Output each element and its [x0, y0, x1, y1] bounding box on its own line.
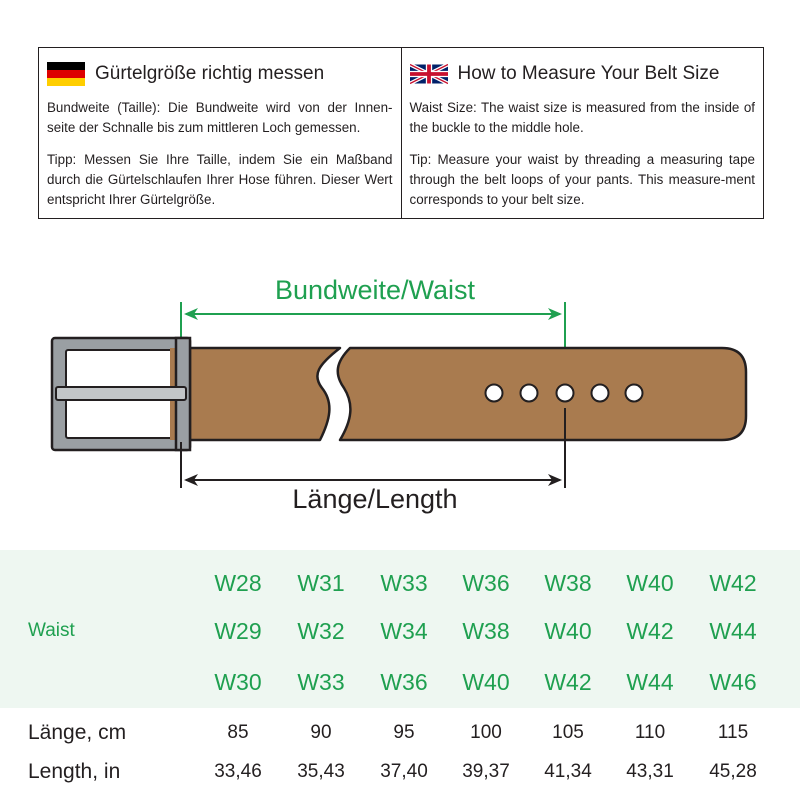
length-measure-label: Länge/Length: [292, 484, 458, 514]
info-paragraph-waist-english: Waist Size: The waist size is measured from the inside of the buckle to the middle hole.: [409, 100, 755, 135]
size-table: [0, 550, 800, 800]
waist-cell: W42: [626, 618, 674, 644]
length-in-row-label: Length, in: [28, 760, 121, 783]
waist-cell: W40: [462, 669, 510, 695]
uk-flag-icon: [410, 62, 448, 86]
info-paragraph-tip-german: Tipp: Messen Sie Ihre Taille, indem Sie ein Maßband durch die Gürtelschlaufen Ihrer Hose führen. Dieser Wert entspricht Ihrer Gürtelgröße.: [47, 152, 393, 207]
length-in-cell: 39,37: [462, 761, 510, 782]
waist-cell: W38: [544, 570, 592, 596]
waist-cell: W29: [214, 618, 262, 644]
waist-measure-label: Bundweite/Waist: [274, 275, 476, 305]
info-title-english: How to Measure Your Belt Size: [457, 63, 720, 84]
info-paragraph-tip-english: Tip: Measure your waist by threading a measuring tape through the belt loops of your pants. This measure-ment corresponds to your belt size.: [409, 152, 755, 207]
waist-cell: W42: [544, 669, 592, 695]
length-cm-cell: 105: [552, 722, 584, 743]
waist-cell: W28: [214, 570, 262, 596]
waist-cell: W38: [462, 618, 510, 644]
length-cm-row-label: Länge, cm: [28, 721, 127, 744]
info-box: [38, 47, 764, 219]
waist-cell: W32: [297, 618, 345, 644]
info-column-german: [39, 48, 401, 218]
length-cm-cell: 90: [310, 722, 332, 743]
waist-cell: W40: [626, 570, 674, 596]
waist-row-label: Waist: [28, 620, 75, 641]
belt-strap-right: [338, 348, 746, 440]
length-in-cell: 41,34: [544, 761, 592, 782]
length-cm-cell: 85: [227, 722, 249, 743]
belt-strap-left: [170, 348, 340, 440]
waist-cell: W42: [709, 570, 757, 596]
info-header-german: [47, 58, 393, 90]
length-in-cell: 45,28: [709, 761, 757, 782]
waist-arrow: [181, 302, 565, 350]
waist-cell: W44: [626, 669, 674, 695]
waist-cell: W40: [544, 618, 592, 644]
waist-cell: W46: [709, 669, 757, 695]
length-cm-cell: 95: [393, 722, 415, 743]
length-cm-cell: 110: [634, 722, 666, 743]
length-cm-cell: 100: [470, 722, 502, 743]
length-in-cell: 35,43: [297, 761, 345, 782]
waist-cell: W36: [462, 570, 510, 596]
info-header-english: [410, 58, 756, 90]
length-in-cell: 37,40: [380, 761, 428, 782]
waist-cell: W30: [214, 669, 262, 695]
waist-cell: W36: [380, 669, 428, 695]
info-column-english: [401, 48, 764, 218]
waist-cell: W31: [297, 570, 345, 596]
info-paragraph-waist-german: Bundweite (Taille): Die Bundweite wird von der Innen-seite der Schnalle bis zum mittleren Loch gemessen.: [47, 100, 393, 135]
length-in-cell: 43,31: [626, 761, 674, 782]
belt-diagram: [0, 270, 800, 530]
length-cm-cell: 115: [717, 722, 749, 743]
german-flag-icon: [47, 62, 85, 86]
waist-cell: W34: [380, 618, 428, 644]
length-in-cell: 33,46: [214, 761, 262, 782]
waist-cell: W33: [380, 570, 428, 596]
waist-cell: W33: [297, 669, 345, 695]
waist-cell: W44: [709, 618, 757, 644]
belt-buckle: [52, 338, 190, 450]
info-title-german: Gürtelgröße richtig messen: [95, 63, 325, 84]
